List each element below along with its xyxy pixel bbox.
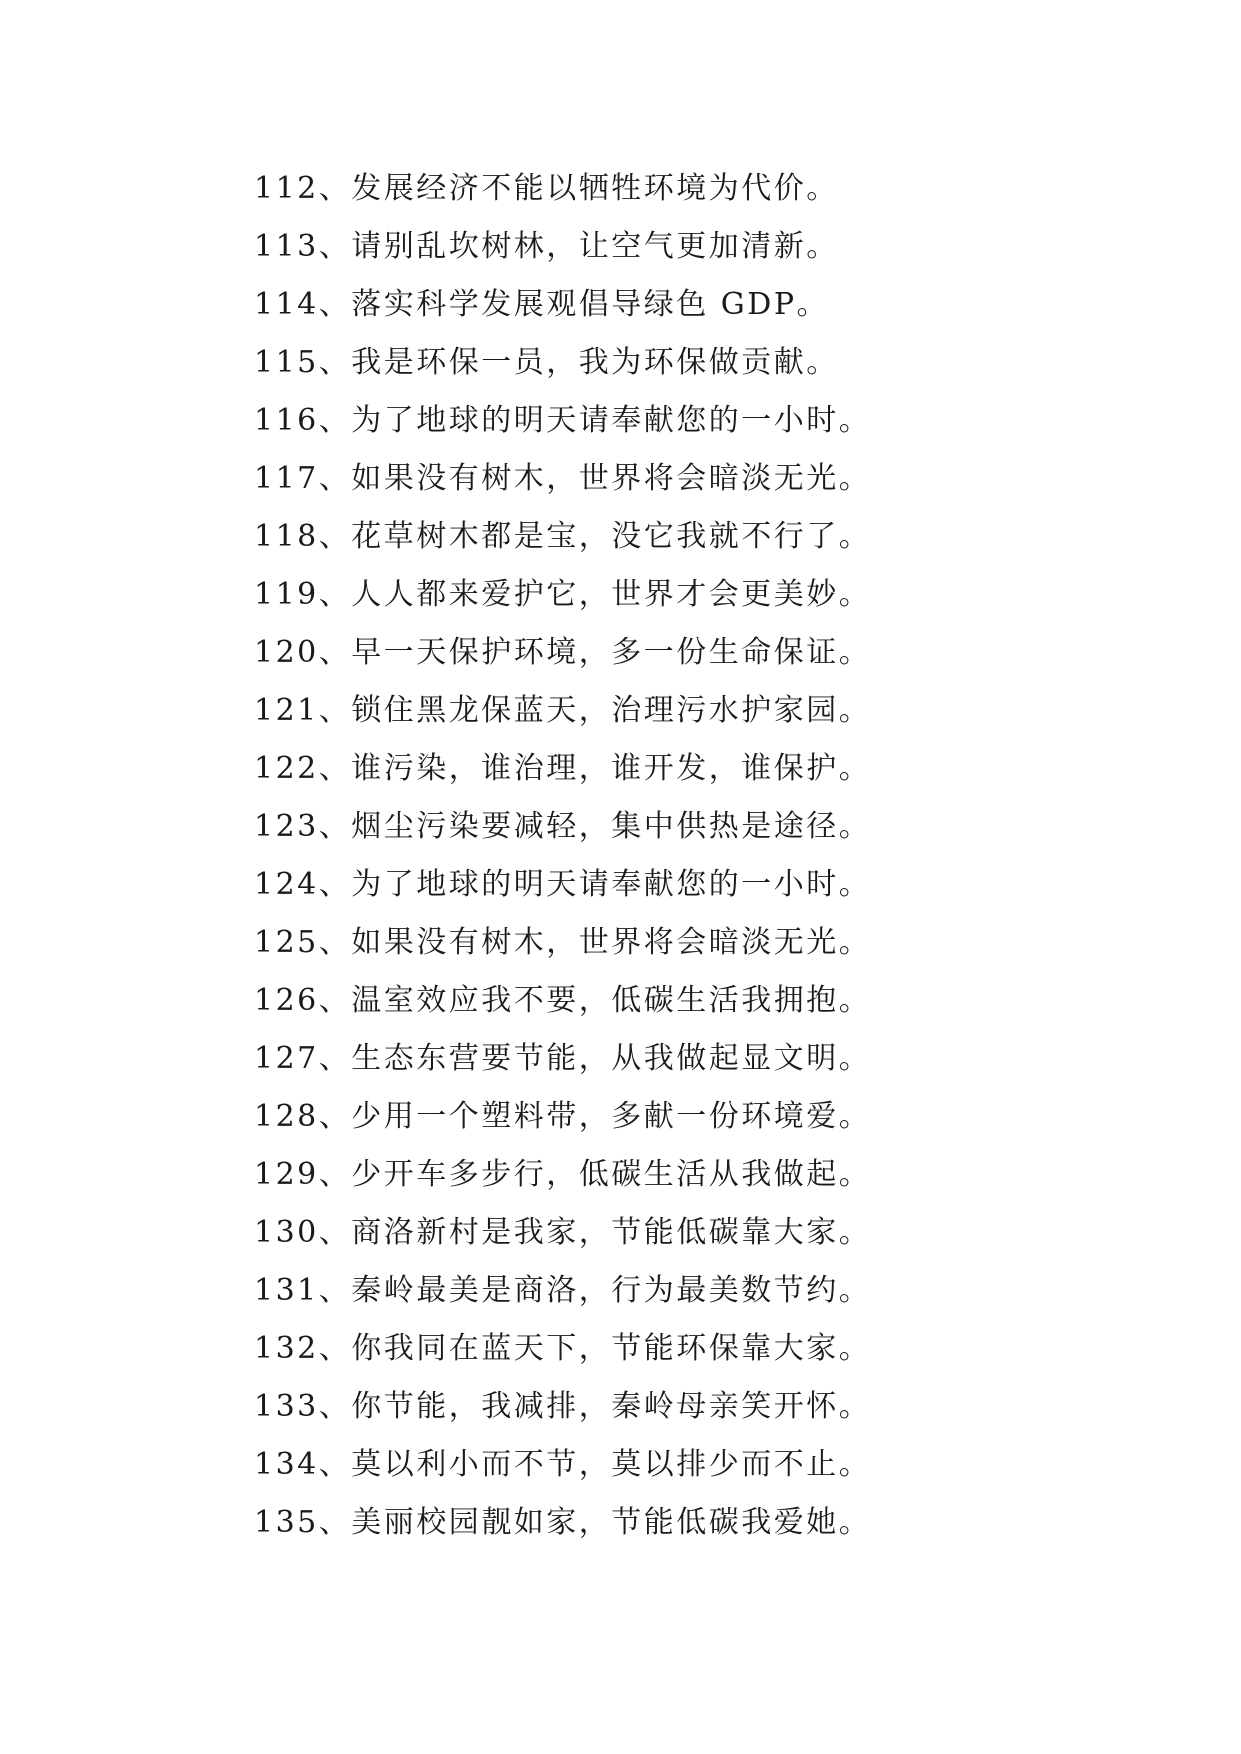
slogan-line: 130、商洛新村是我家，节能低碳靠大家。: [254, 1215, 872, 1250]
slogan-line: 126、温室效应我不要，低碳生活我拥抱。: [254, 983, 872, 1018]
slogan-line: 112、发展经济不能以牺牲环境为代价。: [254, 171, 839, 206]
slogan-line: 128、少用一个塑料带，多献一份环境爱。: [254, 1099, 872, 1134]
slogan-line: 131、秦岭最美是商洛，行为最美数节约。: [254, 1273, 872, 1308]
slogan-line: 132、你我同在蓝天下，节能环保靠大家。: [254, 1331, 872, 1366]
slogan-line: 119、人人都来爱护它，世界才会更美妙。: [254, 577, 872, 612]
slogan-line: 125、如果没有树木，世界将会暗淡无光。: [254, 925, 872, 960]
slogan-line: 129、少开车多步行，低碳生活从我做起。: [254, 1157, 872, 1192]
slogan-line: 116、为了地球的明天请奉献您的一小时。: [254, 403, 872, 438]
slogan-line: 133、你节能，我减排，秦岭母亲笑开怀。: [254, 1389, 872, 1424]
slogan-line: 122、谁污染，谁治理，谁开发，谁保护。: [254, 751, 872, 786]
slogan-line: 135、美丽校园靓如家，节能低碳我爱她。: [254, 1505, 872, 1540]
slogan-line: 118、花草树木都是宝，没它我就不行了。: [254, 519, 872, 554]
slogan-line: 134、莫以利小而不节，莫以排少而不止。: [254, 1447, 872, 1482]
slogan-line: 123、烟尘污染要减轻，集中供热是途径。: [254, 809, 872, 844]
slogan-list: [254, 160, 871, 1552]
slogan-line: 117、如果没有树木，世界将会暗淡无光。: [254, 461, 872, 496]
slogan-line: 114、落实科学发展观倡导绿色 GDP。: [254, 287, 829, 322]
slogan-line: 113、请别乱坎树林，让空气更加清新。: [254, 229, 839, 264]
slogan-line: 120、早一天保护环境，多一份生命保证。: [254, 635, 872, 670]
slogan-line: 121、锁住黑龙保蓝天，治理污水护家园。: [254, 693, 872, 728]
slogan-line: 115、我是环保一员，我为环保做贡献。: [254, 345, 839, 380]
slogan-line: 127、生态东营要节能，从我做起显文明。: [254, 1041, 872, 1076]
slogan-line: 124、为了地球的明天请奉献您的一小时。: [254, 867, 872, 902]
